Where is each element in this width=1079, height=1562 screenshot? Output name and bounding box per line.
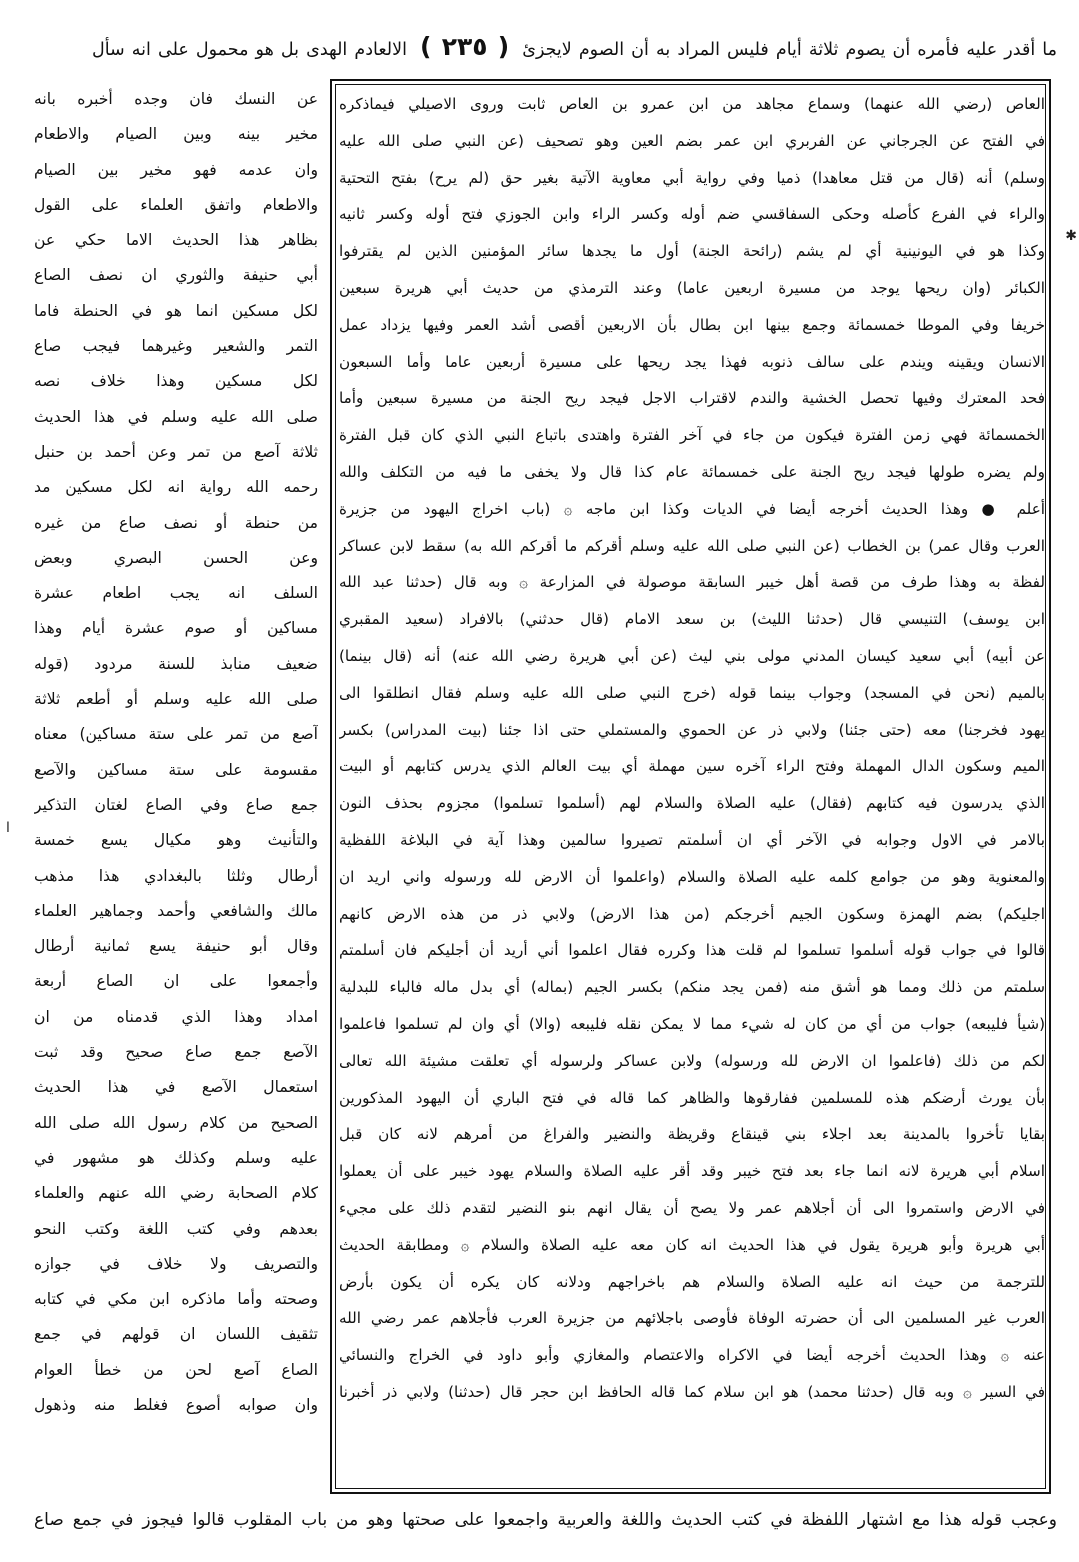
main-text-line: والمعنوية وهو من جوامع كلمه عليه الصلاة والسلام (واعلموا أن الارض لله ورسوله واني اريد ان xyxy=(339,867,1045,886)
margin-text-line: وعن الحسن البصري وبعض xyxy=(34,548,318,567)
margin-text-line: والتصريف ولا خلاف في جوازه xyxy=(34,1254,318,1273)
main-text-line: العرب وقال عمر) بن الخطاب (عن النبي صلى الله عليه وسلم أقركم ما أقركم الله به) سقط لابن عساكر xyxy=(339,536,1045,555)
margin-text-line: الصحيح من كلام رسول الله صلى الله xyxy=(34,1113,318,1132)
page-footer-line: وعجب قوله هذا مع اشتهار اللفظة في كتب الحديث واللغة والعربية واجمعوا على صحتها وهو من باب المقلوب قالوا فيجوز في جمع صاع xyxy=(34,1510,1057,1530)
margin-text-line: من حنطة أو نصف صاع من غيره xyxy=(34,513,318,532)
main-text-line: بالميم (نحن في المسجد) وجواب بينما قوله (خرج النبي صلى الله عليه وسلم فقال انطلقوا الى xyxy=(339,683,1045,702)
main-text-line: عن أبيه) أبي سعيد كيسان المدني مولى بني ليث (عن أبي هريرة رضي الله عنه) أنه (قال بينما) xyxy=(339,646,1045,665)
main-text-line: لفظة به وهذا طرف من قصة أهل خيبر السابقة موصولة في المزارعة ۞ وبه قال (حدثنا عبد الله xyxy=(339,573,1045,592)
margin-text-line: لكل مسكين وهذا خلاف نصه xyxy=(34,372,318,391)
margin-text-line: استعمال الآصع في هذا الحديث xyxy=(34,1078,318,1097)
main-commentary-text xyxy=(339,86,1045,1490)
main-text-line: في الفتح عن الجرجاني عن الفربري ابن عمر بضم العين وهو تصحيف (عن النبي صلى الله عليه xyxy=(339,131,1045,150)
main-text-line: والراء في الفرع كأصله وحكى السفاقسي ضم أوله وكسر الراء وابن الجوزي فتح أوله وكسر ثانيه xyxy=(339,205,1045,224)
main-text-line: العاص (رضي الله عنهما) وسماع مجاهد من ابن عمرو بن العاص ثابت وروى الاصيلي فيماذكره xyxy=(339,95,1045,113)
main-text-line: سلمتم من ذلك ومما هو أشق منه (فمن يجد منكم) بكسر الجيم (بماله) أي بدل ماله فالباء للبدلية xyxy=(339,978,1045,997)
margin-text-line: وأجمعوا على ان الصاع أربعة xyxy=(34,972,318,991)
margin-text-line: التمر والشعير وغيرهما فيجب صاع xyxy=(34,337,318,356)
main-text-line: للترجمة من حيث انه عليه الصلاة والسلام هم باخراجهم ودلانه كان يكره أن يكون بأرض xyxy=(339,1272,1045,1291)
main-text-line: الميم وسكون الدال المهملة وفتح الراء آخره سين مهملة أي بيت العالم الذي يدرس كتابهم أو البيت xyxy=(339,757,1045,776)
margin-text-line: آصع من تمر على ستة مساكين) معناه xyxy=(34,725,318,744)
margin-text-line: مخير بينه وبين الصيام والاطعام xyxy=(34,125,318,144)
main-text-line: الانسان ويقينه ويندم على سالف ذنوبه فهذا يجد ريحها على مسيرة أربعين عاما وأما السبعون xyxy=(339,352,1045,371)
main-text-line: العرب غير المسلمين الى أن حضرته الوفاة فأوصى باجلائهم من جزيرة العرب فأجلاهم عمر رضي الله xyxy=(339,1309,1045,1328)
margin-text-line: كلام الصحابة رضي الله عنهم والعلماء xyxy=(34,1184,318,1203)
margin-mark: ✱ xyxy=(1065,228,1077,244)
main-text-line: لكم من ذلك (فاعلموا ان الارض لله ورسوله) ولابن عساكر ولرسوله أي تعلقت مشيئة الله تعالى xyxy=(339,1051,1045,1070)
main-text-line: (شيأ فليبعه) جواب من أي من كان له شيء مما لا يمكن نقله فليبعه (والا) أي وان لم تسلموا فاعلموا xyxy=(339,1014,1045,1033)
margin-text-line: أرطال وثلثا بالبغدادي هذا مذهب xyxy=(34,866,318,885)
main-text-line: قالوا في جواب قوله أسلموا تسلموا لم قلت هذا وكرره فقال اعلموا أني أريد أن أجليكم فان أسلمتم xyxy=(339,941,1045,960)
margin-text-line: بظاهر هذا الحديث الاما حكي عن xyxy=(34,231,318,250)
margin-text-line: صلى الله عليه وسلم في هذا الحديث xyxy=(34,407,318,426)
main-text-line: أبي هريرة وأبو هريرة يقول في هذا الحديث انه كان معه عليه الصلاة والسلام ۞ ومطابقة الحديث xyxy=(339,1235,1045,1254)
margin-text-line: مساكين أو صوم عشرة أيام وهذا xyxy=(34,619,318,638)
margin-text-line: مقسومة على ستة مساكين والآصع xyxy=(34,760,318,779)
margin-text-line: مالك والشافعي وأحمد وجماهير العلماء xyxy=(34,901,318,920)
main-text-line: اجليكم) بضم الهمزة وسكون الجيم أخرجكم (من هذا الارض) ولابي ذر من هذه الارض كانهم xyxy=(339,904,1045,923)
main-text-line: الكبائر (وان ريحها يوجد من مسيرة اربعين عاما) وعند الترمذي من حديث أبي هريرة سبعين xyxy=(339,278,1045,297)
margin-text-line: امداد وهذا الذي قدمناه من ان xyxy=(34,1007,318,1026)
margin-text-line: والاطعام واتفق العلماء على القول xyxy=(34,195,318,214)
margin-text-line: أبي حنيفة والثوري ان نصف الصاع xyxy=(34,266,318,285)
margin-text-line: وان عدمه فهو مخير بين الصيام xyxy=(34,160,318,179)
main-text-line: أعلم ● وهذا الحديث أخرجه أيضا في الديات وكذا ابن ماجه ۞ (باب اخراج اليهود من جزيرة xyxy=(339,499,1045,518)
margin-text-line: السلف انه يجب اطعام عشرة xyxy=(34,584,318,603)
margin-text-line: عن النسك فان وجده أخبره بانه xyxy=(34,90,318,108)
margin-text-line: وصحته وأما ماذكره ابن مكي في كتابه xyxy=(34,1290,318,1309)
main-text-line: بالامر في الاول وجوابه في الآخر أي ان أسلمتم تصيروا سالمين وهذا آية في البلاغة اللفظية xyxy=(339,830,1045,849)
main-text-line: ابن يوسف) التنيسي قال (حدثنا الليث) بن سعد الامام (قال حدثني) بالافراد (سعيد المقبري xyxy=(339,610,1045,629)
margin-text-line: وان صوابه أصوع فغلط منه وذهول xyxy=(34,1395,318,1414)
main-text-line: في السير ۞ وبه قال (حدثنا محمد) هو ابن سلام كما قاله الحافظ ابن حجر قال (حدثنا) ولابي ذر أخبرنا xyxy=(339,1382,1045,1401)
page-header xyxy=(92,18,1057,76)
main-text-line: بأن يورث أرضكم هذه للمسلمين ففارقوها والظاهر كما قاله في فتح الباري أن اليهود المذكورين xyxy=(339,1088,1045,1107)
margin-text-line: ثلاثة آصع من تمر وعن أحمد بن حنبل xyxy=(34,442,318,461)
main-text-line: وسلم) أنه (قال من قتل معاهدا) ذميا وفي رواية أبي معاوية الآتية بغير حق (لم يرح) بفتح التحتية xyxy=(339,168,1045,187)
margin-text-line: وقال أبو حنيفة يسع ثمانية أرطال xyxy=(34,937,318,956)
main-text-line: اسلام أبي هريرة لانه انما جاء بعد فتح خيبر وقد أقر عليه الصلاة والسلام يهود خيبر على أن يعملوا xyxy=(339,1162,1045,1181)
margin-text-line: عليه وسلم وكذلك هو مشهور في xyxy=(34,1148,318,1167)
main-text-line: فحد المعترك وفيها تحصل الخشية والندم لاقتراب الاجل فيجد ريح الجنة من مسيرة سبعين وأما xyxy=(339,389,1045,408)
margin-text-line: جمع صاع وفي الصاع لغتان التذكير xyxy=(34,795,318,814)
margin-text-line: لكل مسكين انما هو في الحنطة فاما xyxy=(34,301,318,320)
main-text-line: الخمسمائة فهي زمن الفترة فيكون من جاء في آخر الفترة واهتدى باتباع النبي الذي كان قبل الفترة xyxy=(339,426,1045,445)
margin-text-line: بعدهم وفي كتب اللغة وكتب النحو xyxy=(34,1219,318,1238)
margin-text-line: رحمه الله رواية انه لكل مسكين مد xyxy=(34,478,318,497)
main-text-line: وكذا هو في اليونينية أي لم يشم (رائحة الجنة) أول ما يجدها سائر المؤمنين الذين لم يقترفوا xyxy=(339,242,1045,261)
margin-text-line: تثقيف اللسان ان قولهم في جمع xyxy=(34,1325,318,1344)
header-right-text: ما أقدر عليه فأمره أن يصوم ثلاثة أيام فليس المراد به أن الصوم لايجزئ xyxy=(522,40,1057,60)
main-text-line: خريفا وفي الموطا خمسمائة وجمع بينها ابن بطال بأن الاربعين أقصى أشد العمر وفيها يزداد عمل xyxy=(339,315,1045,334)
margin-text-line: الصاع آصع لحن من خطأ العوام xyxy=(34,1360,318,1379)
margin-tick: ا xyxy=(6,820,10,836)
main-text-line: بقايا تأخروا بالمدينة بعد اجلاء بني قينقاع وقريظة والنضير والفراغ من أمرهم لانه كان قبل xyxy=(339,1125,1045,1144)
margin-commentary-text xyxy=(34,82,318,1494)
header-left-text: الالعادم الهدى بل هو محمول على انه سأل xyxy=(92,40,407,60)
main-text-line: الذي يدرسون فيه كتابهم (فقال) عليه الصلاة والسلام لهم (أسلموا تسلموا) مجزوم بحذف النون xyxy=(339,794,1045,813)
main-text-line: في الارض واستمروا الى أن أجلاهم عمر ولا يصح أن يقال انهم بنو النضير لتقدم ذلك على مجيء xyxy=(339,1198,1045,1217)
main-text-line: عنه ۞ وهذا الحديث أخرجه أيضا في الاكراه والاعتصام والمغازي وأبو داود في الخراج والنسائي xyxy=(339,1346,1045,1365)
main-text-line: يهود فخرجنا) معه (حتى جئنا) ولابي ذر عن الحموي والمستملي حتى اذا جئنا (بيت المدراس) بكسر xyxy=(339,720,1045,739)
margin-text-line: والتأنيث وهو مكيال يسع خمسة xyxy=(34,831,318,850)
main-text-line: ولم يضره طولها فيجد ريح الجنة على خمسمائة عام كذا قال ولا يخفى ما فيه من التكلف والله xyxy=(339,462,1045,481)
margin-text-line: الآصع جمع صاع صحيح وقد ثبت xyxy=(34,1043,318,1062)
margin-text-line: ضعيف منابذ للسنة مردود (قوله xyxy=(34,654,318,673)
margin-text-line: صلى الله عليه وسلم أو أطعم ثلاثة xyxy=(34,690,318,709)
page-number: ( ٢٣٥ ) xyxy=(420,32,510,61)
